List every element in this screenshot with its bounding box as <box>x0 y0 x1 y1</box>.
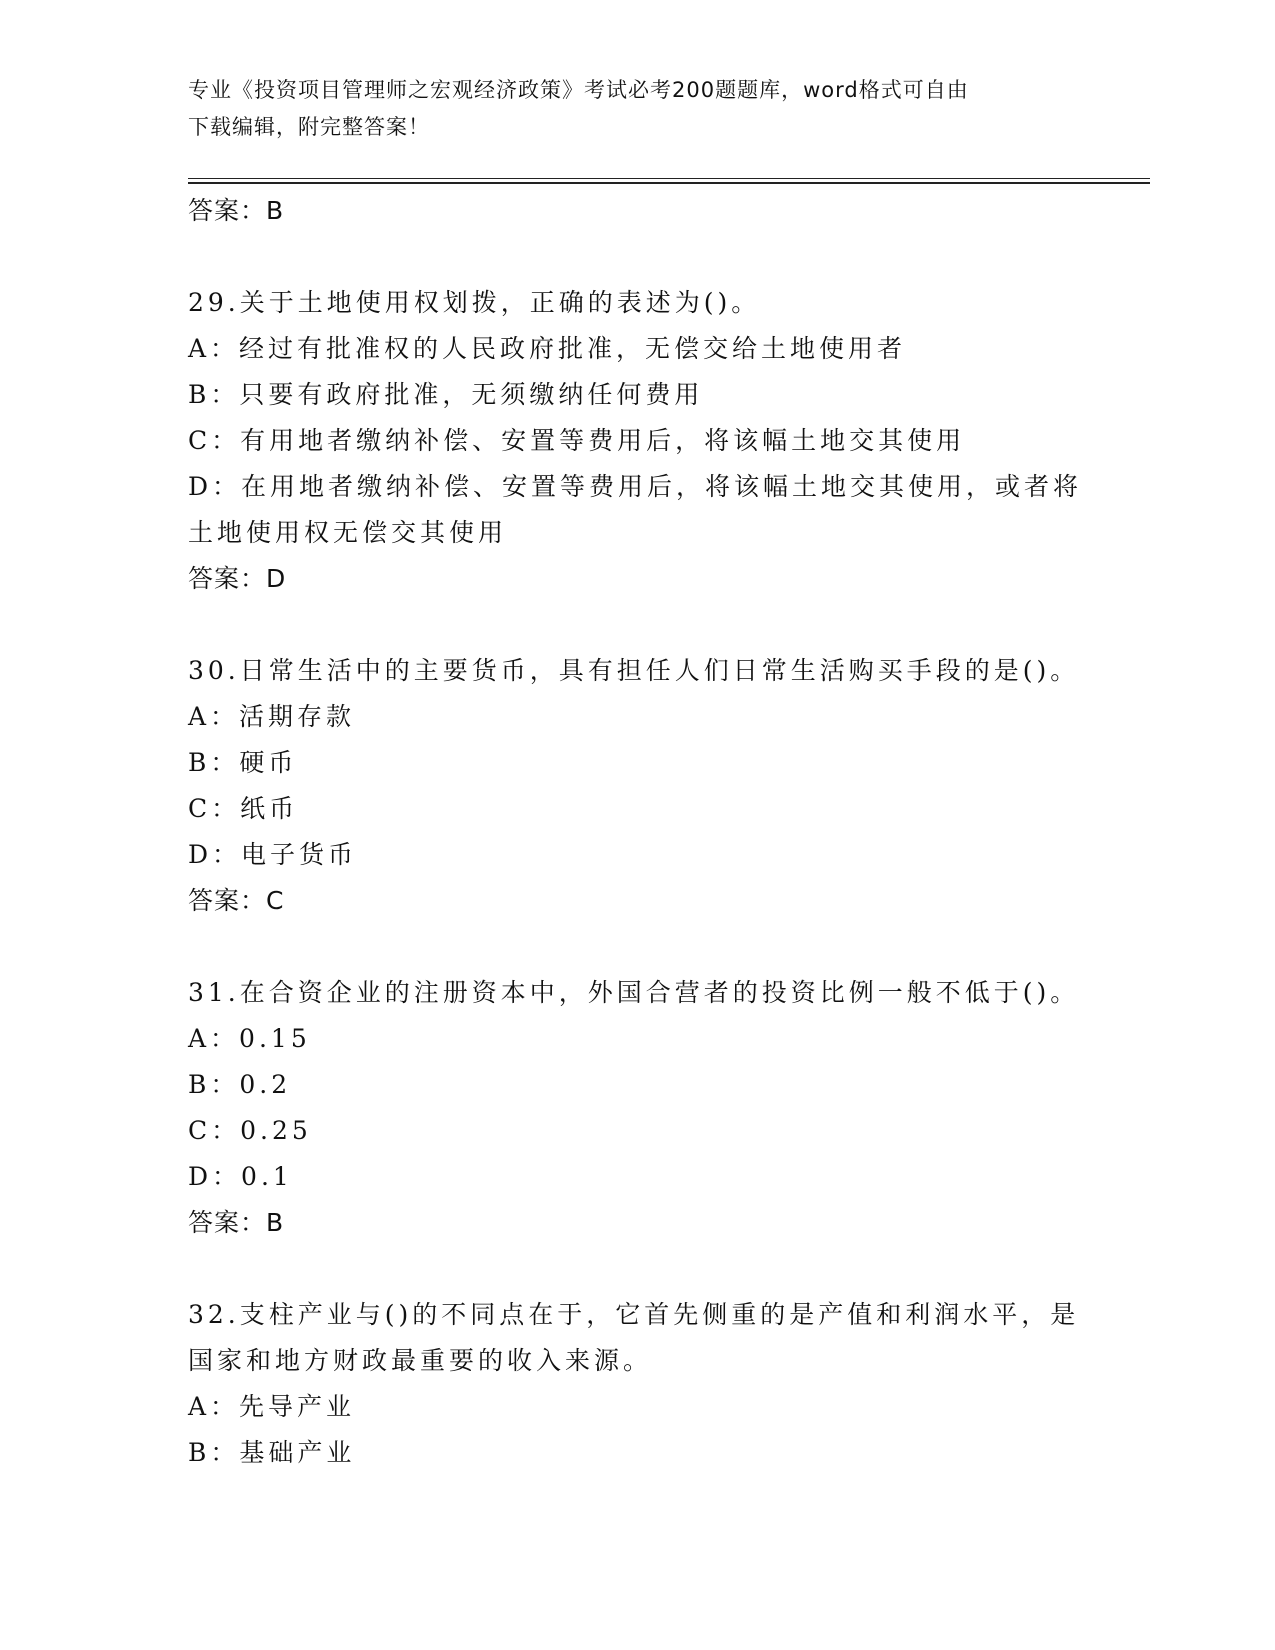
previous-answer: 答案：B <box>188 196 285 225</box>
option-b: B：基础产业 <box>188 1438 356 1467</box>
spacer <box>188 602 1088 648</box>
question-31 <box>188 970 1088 1246</box>
question-32 <box>188 1292 1088 1476</box>
question-list <box>188 188 1088 1476</box>
question-stem-continued: 国家和地方财政最重要的收入来源。 <box>188 1346 653 1375</box>
header-divider-thick <box>188 182 1150 184</box>
option-d: D：0.1 <box>188 1162 293 1191</box>
option-c: C：0.25 <box>188 1116 312 1145</box>
question-stem: 30.日常生活中的主要货币，具有担任人们日常生活购买手段的是()。 <box>188 656 1080 685</box>
spacer <box>188 234 1088 280</box>
option-b: B：0.2 <box>188 1070 292 1099</box>
option-d-continued: 土地使用权无偿交其使用 <box>188 518 508 547</box>
question-29 <box>188 280 1088 602</box>
question-stem: 31.在合资企业的注册资本中，外国合营者的投资比例一般不低于()。 <box>188 978 1080 1007</box>
option-b: B：硬币 <box>188 748 298 777</box>
question-stem: 32.支柱产业与()的不同点在于，它首先侧重的是产值和利润水平，是 <box>188 1300 1080 1329</box>
question-30 <box>188 648 1088 924</box>
option-d: D：在用地者缴纳补偿、安置等费用后，将该幅土地交其使用，或者将 <box>188 472 1083 501</box>
option-a: A：先导产业 <box>188 1392 356 1421</box>
option-c: C：有用地者缴纳补偿、安置等费用后，将该幅土地交其使用 <box>188 426 966 455</box>
option-a: A：0.15 <box>188 1024 311 1053</box>
document-header <box>188 72 1088 146</box>
spacer <box>188 924 1088 970</box>
answer: 答案：D <box>188 564 287 593</box>
header-line-2: 下载编辑，附完整答案！ <box>188 115 430 139</box>
question-stem: 29.关于土地使用权划拨，正确的表述为()。 <box>188 288 761 317</box>
answer: 答案：C <box>188 886 285 915</box>
answer: 答案：B <box>188 1208 285 1237</box>
option-a: A：活期存款 <box>188 702 356 731</box>
option-a: A：经过有批准权的人民政府批准，无偿交给土地使用者 <box>188 334 907 363</box>
spacer <box>188 1246 1088 1292</box>
header-line-1: 专业《投资项目管理师之宏观经济政策》考试必考200题题库，word格式可自由 <box>188 78 969 102</box>
option-b: B：只要有政府批准，无须缴纳任何费用 <box>188 380 704 409</box>
header-divider-thin <box>188 178 1150 179</box>
option-d: D：电子货币 <box>188 840 358 869</box>
option-c: C：纸币 <box>188 794 299 823</box>
